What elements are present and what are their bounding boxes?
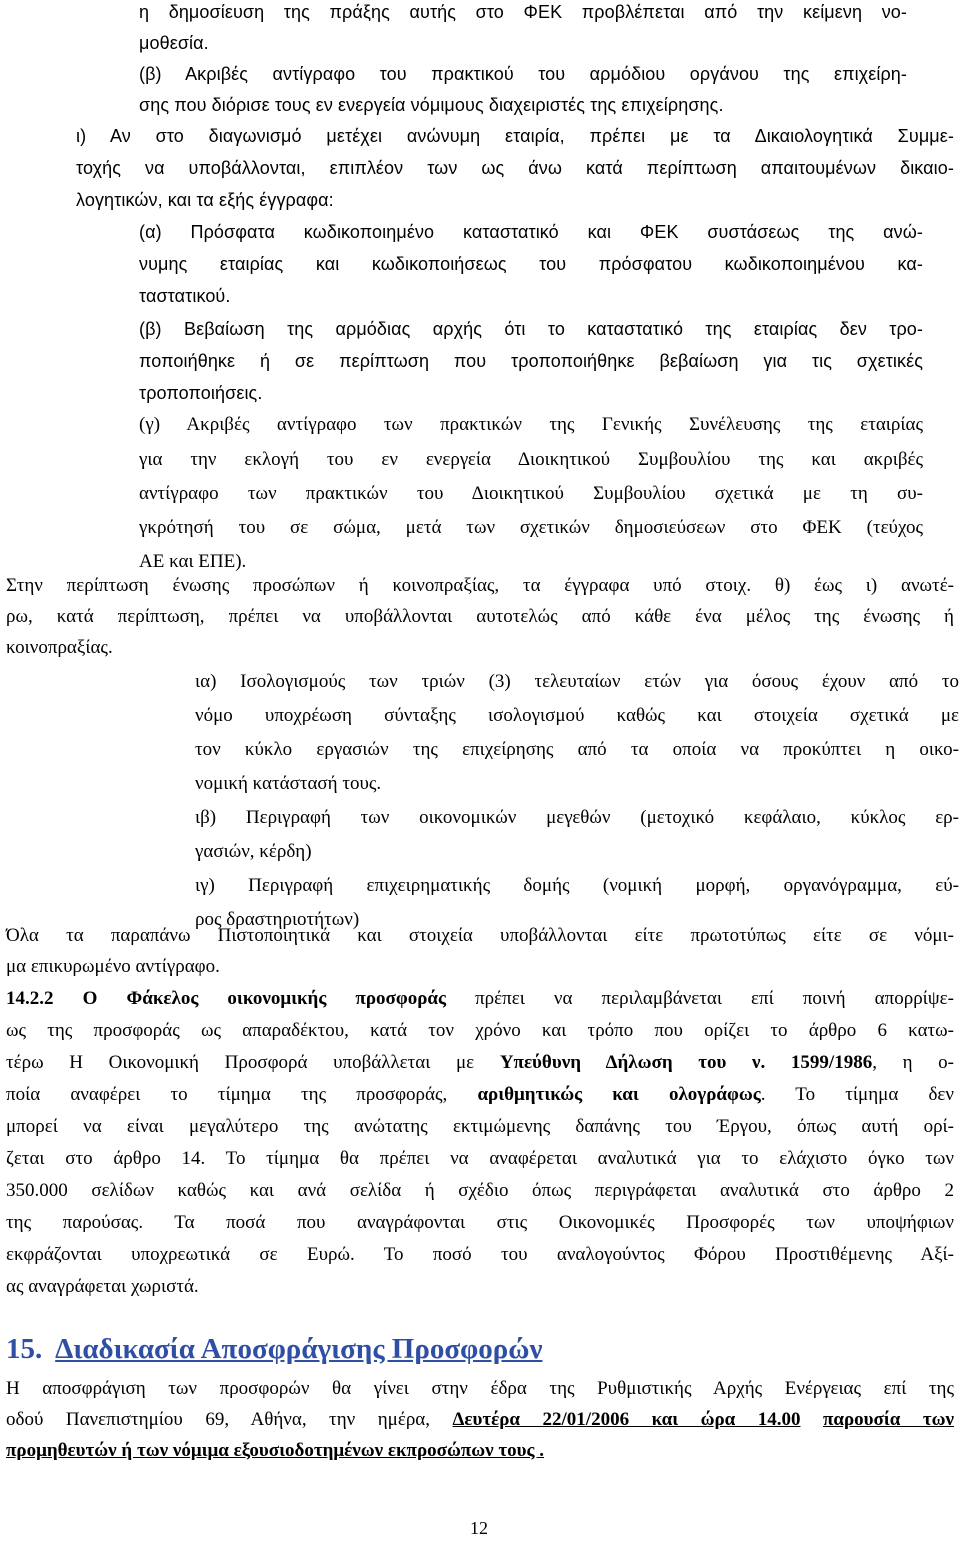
text-line: ας αναγράφεται χωριστά. [6,1276,199,1297]
section-heading [6,1332,542,1366]
bold-underlined-span: παρουσία των [822,1409,954,1430]
text-line: της παρούσας. Τα ποσά που αναγράφονται στις Οικονομικές Προσφορές των υποψήφιων [6,1212,954,1233]
text-line: γκρότησή του σε σώμα, μετά των σχετικών δημοσιεύσεων στο ΦΕΚ (τεύχος [139,517,923,538]
text-line: ρος δραστηριοτήτων) [195,909,360,930]
text-line: 350.000 σελίδων καθώς και ανά σελίδα ή σχέδιο όπως περιγράφεται αναλυτικά στο άρθρο 2 [6,1180,954,1201]
text-line: τον κύκλο εργασιών της επιχείρησης από τα οποία να προκύπτει η οικο- [195,739,959,760]
text-line: ρω, κατά περίπτωση, πρέπει να υποβάλλονται αυτοτελώς από κάθε ένα μέλος της ένωσης ή [6,606,954,627]
date-time-span: Δευτέρα 22/01/2006 και ώρα 14.00 [452,1409,801,1430]
text-line: Όλα τα παραπάνω Πιστοποιητικά και στοιχεία υποβάλλονται είτε πρωτοτύπως είτε σε νόμι- [6,925,954,946]
text-line: ι) Αν στο διαγωνισμό μετέχει ανώνυμη εταιρία, πρέπει με τα Δικαιολογητικά Συμμε- [76,126,954,146]
text-line [6,1083,954,1107]
text-span: οδού Πανεπιστημίου 69, Αθήνα, την ημέρα, [6,1409,453,1430]
text-line [6,1051,954,1075]
text-line [6,987,954,1011]
text-line: νόμο υποχρέωση σύνταξης ισολογισμού καθώς και στοιχεία σχετικά με [195,705,959,726]
text-line: ζεται στο άρθρο 14. Το τίμημα θα πρέπει να αναφέρεται αναλυτικά για το ελάχιστο όγκο των [6,1148,954,1169]
text-line: νομική κατάστασή τους. [195,773,382,794]
text-line: ιγ) Περιγραφή επιχειρηματικής δομής (νομική μορφή, οργανόγραμμα, εύ- [195,875,959,896]
text-span: . Το τίμημα δεν [760,1084,954,1105]
page-number: 12 [470,1518,488,1538]
text-line: (γ) Ακριβές αντίγραφο των πρακτικών της Γενικής Συνέλευσης της εταιρίας [139,414,923,435]
text-span: πρέπει να περιλαμβάνεται επί ποινή απορρίψε- [445,988,954,1009]
text-line: κοινοπραξίας. [6,637,113,658]
text-line: ποποιήθηκε ή σε περίπτωση που τροποποιήθηκε βεβαίωση για τις σχετικές [139,351,923,371]
section-number: 15. [6,1333,43,1365]
text-line: προμηθευτών ή των νόμιμα εξουσιοδοτημένων εκπροσώπων τους . [6,1440,545,1461]
text-line: μπορεί να είναι μεγαλύτερο της ανώτατης εκτιμώμενης δαπάνης του Έργου, όπως αυτή ορί- [6,1116,954,1137]
text-line: τροποποιήσεις. [139,383,263,403]
text-line: ως της προσφοράς ως απαραδέκτου, κατά τον χρόνο και τρόπο που ορίζει το άρθρο 6 κατω- [6,1020,954,1041]
text-line: (β) Ακριβές αντίγραφο του πρακτικού του αρμόδιου οργάνου της επιχείρη- [139,64,907,84]
text-line: νυμης εταιρίας και κωδικοποιήσεως του πρόσφατου κωδικοποιημένου κα- [139,254,923,274]
text-line: (α) Πρόσφατα κωδικοποιημένο καταστατικό και ΦΕΚ συστάσεως της ανώ- [139,222,923,242]
text-line: λογητικών, και τα εξής έγγραφα: [76,190,334,210]
text-line: (β) Βεβαίωση της αρμόδιας αρχής ότι το καταστατικό της εταιρίας δεν τρο- [139,319,923,339]
text-span [800,1409,823,1430]
text-line: ια) Ισολογισμούς των τριών (3) τελευταίων ετών για όσους έχουν από το [195,671,959,692]
text-span: , η ο- [872,1052,955,1073]
section-title: Διαδικασία Αποσφράγισης Προσφορών [55,1333,543,1365]
text-line: μα επικυρωμένο αντίγραφο. [6,956,220,977]
text-line: η δημοσίευση της πράξης αυτής στο ΦΕΚ προβλέπεται από την κείμενη νο- [139,2,907,22]
text-line: ιβ) Περιγραφή των οικονομικών μεγεθών (μετοχικό κεφάλαιο, κύκλος ερ- [195,807,959,828]
text-line [6,1408,954,1432]
text-span: ποία αναφέρει το τίμημα της προσφοράς, [6,1084,478,1105]
text-line: τοχής να υποβάλλονται, επιπλέον των ως άνω κατά περίπτωση απαιτουμένων δικαιο- [76,158,954,178]
text-line: σης που διόρισε τους εν ενεργεία νόμιμους διαχειριστές της επιχείρησης. [139,95,724,115]
text-line: γασιών, κέρδη) [195,841,312,862]
text-line: ΑΕ και ΕΠΕ). [139,551,247,572]
text-line: εκφράζονται υποχρεωτικά σε Ευρώ. Το ποσό του αναλογούντος Φόρου Προστιθέμενης Αξί- [6,1244,954,1265]
text-span: τέρω Η Οικονομική Προσφορά υποβάλλεται με [6,1052,500,1073]
text-line: αντίγραφο των πρακτικών του Διοικητικού Συμβουλίου σχετικά με τη συ- [139,483,923,504]
bold-span: Υπεύθυνη Δήλωση του ν. 1599/1986 [499,1052,873,1073]
text-line: ταστατικού. [139,286,231,306]
text-line: Στην περίπτωση ένωσης προσώπων ή κοινοπραξίας, τα έγγραφα υπό στοιχ. θ) έως ι) ανωτέ- [6,575,954,596]
text-line: Η αποσφράγιση των προσφορών θα γίνει στην έδρα της Ρυθμιστικής Αρχής Ενέργειας επί της [6,1378,954,1399]
section-lead: 14.2.2 Ο Φάκελος οικονομικής προσφοράς [6,988,446,1009]
text-line: μοθεσία. [139,33,209,53]
text-line: για την εκλογή του εν ενεργεία Διοικητικού Συμβουλίου της και ακριβές [139,449,923,470]
bold-span: αριθμητικώς και ολογράφως [477,1084,761,1105]
